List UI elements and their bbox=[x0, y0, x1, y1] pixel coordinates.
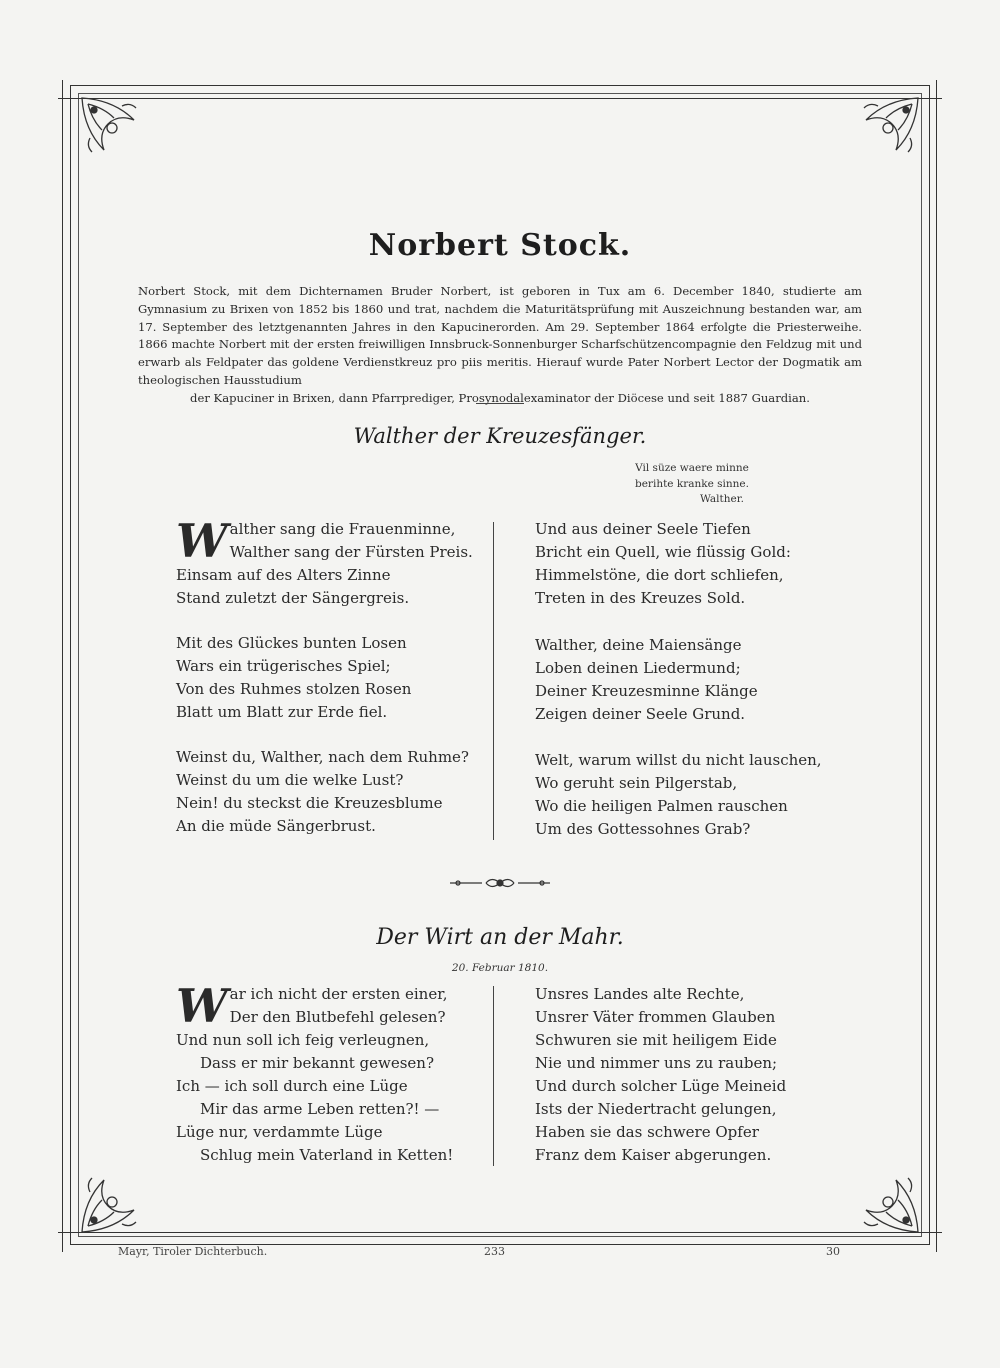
corner-ornament-bottom-right-icon bbox=[846, 1160, 926, 1240]
verse-line: alther sang die Frauenminne, bbox=[229, 520, 456, 538]
verse-line: Walther, deine Maiensänge bbox=[535, 636, 742, 654]
poem2-left-column bbox=[176, 979, 454, 1167]
verse-line: Und durch solcher Lüge Meineid bbox=[535, 1077, 787, 1095]
corner-ornament-top-right-icon bbox=[846, 90, 926, 170]
poem2-right-column bbox=[535, 983, 786, 1167]
verse-line: Mir das arme Leben retten?! — bbox=[200, 1100, 440, 1118]
poem1-title: Walther der Kreuzesfänger. bbox=[353, 424, 647, 448]
verse-line: Nein! du steckst die Kreuzesblume bbox=[176, 794, 443, 812]
footer-sheet-number: 30 bbox=[826, 1245, 840, 1258]
verse-line: Treten in des Kreuzes Sold. bbox=[535, 589, 746, 607]
poem1-stanza-1 bbox=[176, 514, 473, 610]
corner-ornament-bottom-left-icon bbox=[74, 1160, 154, 1240]
verse-line: Ists der Niedertracht gelungen, bbox=[535, 1100, 777, 1118]
page-title: Norbert Stock. bbox=[368, 228, 632, 263]
verse-line: Weinst du um die welke Lust? bbox=[176, 771, 404, 789]
epigraph-attribution: Walther. bbox=[700, 493, 744, 505]
poem2-date: 20. Februar 1810. bbox=[451, 962, 549, 974]
drop-cap: W bbox=[176, 514, 228, 568]
poem2-title: Der Wirt an der Mahr. bbox=[376, 925, 624, 950]
verse-line: Nie und nimmer uns zu rauben; bbox=[535, 1054, 778, 1072]
verse-line: Lüge nur, verdammte Lüge bbox=[176, 1123, 383, 1141]
verse-line: Von des Ruhmes stolzen Rosen bbox=[176, 680, 412, 698]
drop-cap: W bbox=[176, 979, 228, 1033]
biography-last-line: der Kapuciner in Brixen, dann Pfarrprediger, Prosynodalexaminator der Diöcese und seit 1887 Guardian. bbox=[190, 390, 810, 405]
poem1-stanza-5 bbox=[535, 634, 758, 726]
verse-line: An die müde Sängerbrust. bbox=[176, 817, 376, 835]
verse-line: Zeigen deiner Seele Grund. bbox=[535, 705, 746, 723]
verse-line: Und aus deiner Seele Tiefen bbox=[535, 520, 751, 538]
verse-line: Dass er mir bekannt gewesen? bbox=[200, 1054, 435, 1072]
biography-text: Norbert Stock, mit dem Dichternamen Bruder Norbert, ist geboren in Tux am 6. December 1840, studierte am Gymnasium zu Brixen von 1852 bis 1860 und trat, nachdem die Maturitätsprüfung mit Auszeichnung bestanden war, am 17. September des letztgenannten Jahres in den Kapucinerorden. Am 29. September 1864 erfolgte die Priesterweihe. 1866 machte Norbert mit der ersten freiwilligen Innsbruck-Sonnenburger Scharfschützencompagnie den Feldzug mit und erwarb als Feldpater das goldene Verdienstkreuz pro piis meritis. Hierauf wurde Pater Norbert Lector der Dogmatik am theologischen Hausstudium bbox=[138, 284, 862, 387]
frame-rule-bottom bbox=[58, 1232, 942, 1233]
poem1-stanza-4 bbox=[535, 518, 791, 610]
poem1-stanza-2 bbox=[176, 632, 411, 724]
verse-line: Weinst du, Walther, nach dem Ruhme? bbox=[176, 748, 469, 766]
column-divider bbox=[493, 986, 494, 1166]
verse-line: Stand zuletzt der Sängergreis. bbox=[176, 589, 410, 607]
verse-line: Loben deinen Liedermund; bbox=[535, 659, 741, 677]
ornament-divider-icon bbox=[448, 875, 552, 891]
verse-line: Schwuren sie mit heiligem Eide bbox=[535, 1031, 777, 1049]
verse-line: Wo geruht sein Pilgerstab, bbox=[535, 774, 738, 792]
verse-line: Unsres Landes alte Rechte, bbox=[535, 985, 745, 1003]
verse-line: Der den Blutbefehl gelesen? bbox=[229, 1008, 446, 1026]
verse-line: Himmelstöne, die dort schliefen, bbox=[535, 566, 784, 584]
verse-line: Um des Gottessohnes Grab? bbox=[535, 820, 751, 838]
verse-line: Wo die heiligen Palmen rauschen bbox=[535, 797, 788, 815]
verse-line: Und nun soll ich feig verleugnen, bbox=[176, 1031, 430, 1049]
epigraph-line: Vil süze waere minne bbox=[635, 462, 749, 474]
footer-page-number: 233 bbox=[484, 1245, 505, 1258]
verse-line: Bricht ein Quell, wie flüssig Gold: bbox=[535, 543, 791, 561]
column-divider bbox=[493, 522, 494, 840]
verse-line: Welt, warum willst du nicht lauschen, bbox=[535, 751, 822, 769]
corner-ornament-top-left-icon bbox=[74, 90, 154, 170]
verse-line: Wars ein trügerisches Spiel; bbox=[176, 657, 391, 675]
verse-line: Einsam auf des Alters Zinne bbox=[176, 566, 391, 584]
verse-line: Walther sang der Fürsten Preis. bbox=[229, 543, 473, 561]
frame-rule-top bbox=[58, 98, 942, 99]
section-divider bbox=[476, 403, 524, 404]
epigraph-line: berihte kranke sinne. bbox=[635, 477, 749, 490]
verse-line: ar ich nicht der ersten einer, bbox=[229, 985, 448, 1003]
verse-line: Deiner Kreuzesminne Klänge bbox=[535, 682, 758, 700]
verse-line: Blatt um Blatt zur Erde fiel. bbox=[176, 703, 388, 721]
footer-book-title: Mayr, Tiroler Dichterbuch. bbox=[118, 1245, 268, 1258]
verse-line: Unsrer Väter frommen Glauben bbox=[535, 1008, 776, 1026]
biography-paragraph bbox=[138, 283, 862, 408]
poem1-epigraph bbox=[612, 461, 772, 508]
poem1-stanza-3 bbox=[176, 746, 469, 838]
poem1-stanza-6 bbox=[535, 749, 822, 841]
verse-line: Mit des Glückes bunten Losen bbox=[176, 634, 407, 652]
verse-line: Franz dem Kaiser abgerungen. bbox=[535, 1146, 772, 1164]
verse-line: Schlug mein Vaterland in Ketten! bbox=[200, 1146, 454, 1164]
verse-line: Ich — ich soll durch eine Lüge bbox=[176, 1077, 408, 1095]
verse-line: Haben sie das schwere Opfer bbox=[535, 1123, 759, 1141]
